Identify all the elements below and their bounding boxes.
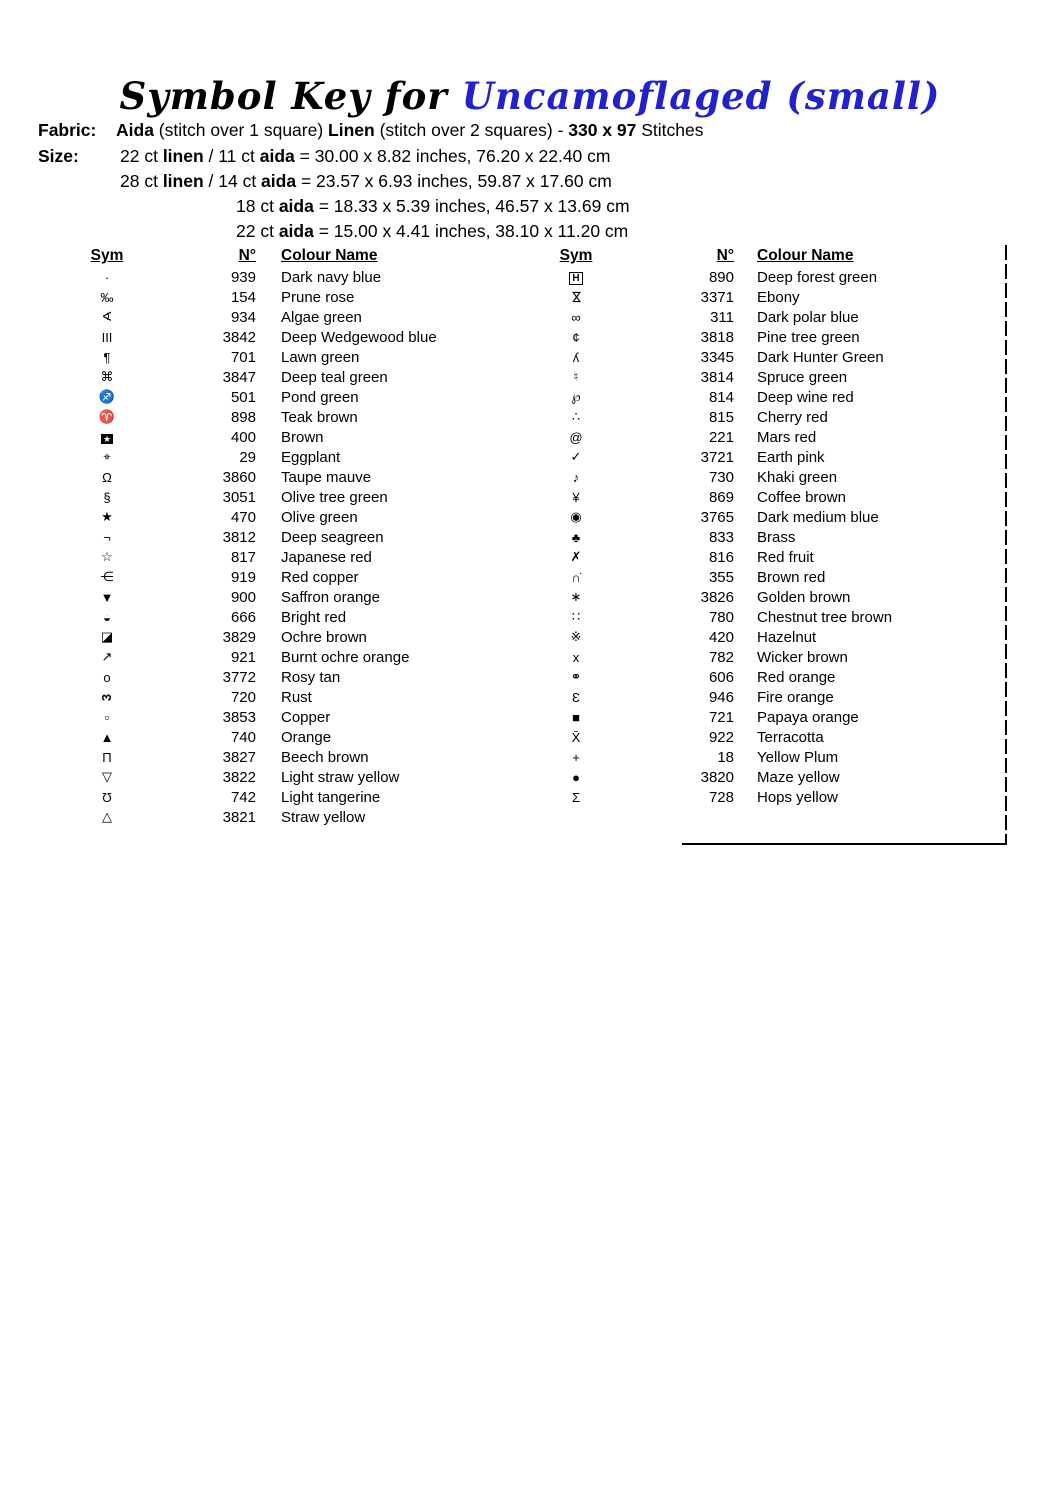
colour-name-cell: Red orange	[757, 668, 836, 686]
dmc-number-cell: 946	[708, 688, 734, 706]
colour-name-cell: Papaya orange	[757, 708, 859, 726]
table-row	[556, 447, 1008, 467]
dmc-number-cell: 890	[708, 268, 734, 286]
symbol-cell: ∢	[101, 309, 113, 324]
column-header-sym: Sym	[90, 247, 124, 264]
text-segment: 22 ct	[236, 221, 279, 241]
text-segment: aida	[278, 196, 314, 216]
text-segment: = 30.00 x 8.82 inches, 76.20 x 22.40 cm	[294, 146, 611, 166]
colour-name-cell: Teak brown	[281, 408, 358, 426]
dmc-number-cell: 3371	[700, 288, 734, 306]
table-body-left	[84, 267, 504, 827]
dmc-number-cell: 3812	[222, 528, 256, 546]
text-segment: = 23.57 x 6.93 inches, 59.87 x 17.60 cm	[296, 171, 612, 191]
colour-name-cell: Golden brown	[757, 588, 851, 606]
table-header-row	[556, 245, 1008, 267]
text-segment: 22 ct	[120, 146, 163, 166]
dmc-number-cell: 470	[230, 508, 256, 526]
symbol-cell: ◪	[100, 629, 114, 644]
table-row	[84, 627, 504, 647]
dmc-number-cell: 3822	[222, 768, 256, 786]
size-line	[120, 144, 630, 169]
table-row	[84, 667, 504, 687]
fabric-text	[116, 120, 704, 140]
table-row	[84, 487, 504, 507]
colour-name-cell: Olive tree green	[281, 488, 388, 506]
dmc-number-cell: 3051	[222, 488, 256, 506]
symbol-cell: ⌖	[103, 449, 111, 464]
colour-name-cell: Algae green	[281, 308, 362, 326]
dmc-number-cell: 3853	[222, 708, 256, 726]
symbol-table-right	[556, 245, 1008, 807]
table-row	[556, 307, 1008, 327]
table-row	[556, 647, 1008, 667]
table-row	[556, 267, 1008, 287]
dmc-number-cell: 780	[708, 608, 734, 626]
dmc-number-cell: 701	[230, 348, 256, 366]
text-segment: = 18.33 x 5.39 inches, 46.57 x 13.69 cm	[313, 196, 630, 216]
dmc-number-cell: 720	[230, 688, 256, 706]
dmc-number-cell: 3842	[222, 328, 256, 346]
symbol-cell: ‰	[100, 289, 114, 305]
symbol-cell: ♈	[98, 409, 116, 424]
dmc-number-cell: 3826	[700, 588, 734, 606]
page-title	[0, 74, 1060, 118]
dmc-number-cell: 400	[230, 428, 256, 446]
dmc-number-cell: 898	[230, 408, 256, 426]
symbol-cell: ▲	[100, 729, 114, 745]
table-row	[84, 567, 504, 587]
symbol-cell: ∞	[571, 309, 581, 325]
table-row	[556, 727, 1008, 747]
dmc-number-cell: 742	[230, 788, 256, 806]
dmc-number-cell: 782	[708, 648, 734, 666]
dmc-number-cell: 3827	[222, 748, 256, 766]
colour-name-cell: Fire orange	[757, 688, 834, 706]
dmc-number-cell: 311	[710, 308, 734, 326]
colour-name-cell: Hops yellow	[757, 788, 838, 806]
dmc-number-cell: 921	[230, 648, 256, 666]
table-row	[84, 387, 504, 407]
table-row	[84, 267, 504, 287]
symbol-cell: Σ	[571, 789, 581, 805]
text-segment: aida	[261, 171, 297, 191]
symbol-cell: ♣	[571, 529, 581, 545]
size-label: Size:	[38, 146, 79, 166]
colour-name-cell: Earth pink	[757, 448, 825, 466]
dmc-number-cell: 728	[708, 788, 734, 806]
symbol-cell: ∷	[571, 609, 581, 624]
symbol-cell: ♪	[572, 469, 580, 485]
symbol-cell: ▫	[104, 709, 110, 725]
table-row	[556, 487, 1008, 507]
column-header-sym: Sym	[559, 247, 593, 264]
table-row	[84, 347, 504, 367]
dmc-number-cell: 934	[230, 308, 256, 326]
table-row	[84, 287, 504, 307]
symbol-cell: x	[572, 649, 580, 665]
dmc-number-cell: 816	[708, 548, 734, 566]
table-row	[84, 407, 504, 427]
dmc-number-cell: 3829	[222, 628, 256, 646]
table-row	[84, 807, 504, 827]
dmc-number-cell: 501	[230, 388, 256, 406]
colour-name-cell: Deep forest green	[757, 268, 878, 286]
colour-name-cell: Maze yellow	[757, 768, 840, 786]
dmc-number-cell: 355	[708, 568, 734, 586]
colour-name-cell: Pine tree green	[757, 328, 860, 346]
table-row	[84, 707, 504, 727]
colour-name-cell: Khaki green	[757, 468, 838, 486]
symbol-cell: ⋲	[100, 569, 114, 584]
text-segment: (stitch over 2 squares) -	[374, 120, 569, 140]
symbol-cell: ¢	[572, 329, 580, 345]
colour-name-cell: Beech brown	[281, 748, 369, 766]
colour-name-cell: Deep Wedgewood blue	[281, 328, 437, 346]
symbol-cell: ✗	[570, 549, 582, 564]
table-row	[556, 607, 1008, 627]
colour-name-cell: Japanese red	[281, 548, 372, 566]
text-segment: Linen	[328, 120, 375, 140]
dmc-number-cell: 833	[708, 528, 734, 546]
fabric-line	[38, 118, 704, 143]
table-row	[556, 707, 1008, 727]
table-row	[556, 367, 1008, 387]
symbol-cell: Ɛ	[572, 689, 580, 705]
table-row	[556, 527, 1008, 547]
colour-name-cell: Dark polar blue	[757, 308, 859, 326]
dmc-number-cell: 721	[708, 708, 734, 726]
symbol-cell: ♐	[98, 389, 116, 404]
colour-name-cell: Light tangerine	[281, 788, 381, 806]
size-line	[120, 169, 630, 194]
table-header-row	[84, 245, 504, 267]
table-row	[556, 407, 1008, 427]
symbol-cell: ☆	[101, 549, 113, 564]
dmc-number-cell: 606	[708, 668, 734, 686]
colour-name-cell: Deep teal green	[281, 368, 388, 386]
dmc-number-cell: 18	[717, 748, 734, 766]
table-row	[84, 527, 504, 547]
colour-name-cell: Brown red	[757, 568, 826, 586]
table-row	[84, 787, 504, 807]
colour-name-cell: Rust	[281, 688, 312, 706]
symbol-cell: ¥	[572, 489, 580, 505]
symbol-cell: ■	[572, 709, 580, 725]
colour-name-cell: Burnt ochre orange	[281, 648, 410, 666]
column-header-number: N°	[716, 247, 734, 264]
dmc-number-cell: 919	[230, 568, 256, 586]
stitch-symbol: ⋈	[569, 290, 584, 304]
dmc-number-cell: 817	[230, 548, 256, 566]
dmc-number-cell: 3821	[222, 808, 256, 826]
dmc-number-cell: 900	[230, 588, 256, 606]
dmc-number-cell: 740	[230, 728, 256, 746]
colour-name-cell: Brass	[757, 528, 796, 546]
symbol-cell: §	[103, 489, 111, 505]
colour-name-cell: Prune rose	[281, 288, 355, 306]
dmc-number-cell: 29	[239, 448, 256, 466]
dmc-number-cell: 154	[230, 288, 256, 306]
table-row	[84, 547, 504, 567]
text-segment: linen	[162, 171, 204, 191]
colour-name-cell: Dark navy blue	[281, 268, 382, 286]
dmc-number-cell: 939	[230, 268, 256, 286]
dmc-number-cell: 3721	[700, 448, 734, 466]
symbol-cell	[84, 690, 130, 705]
dmc-number-cell: 420	[708, 628, 734, 646]
table-row	[84, 507, 504, 527]
symbol-cell: o	[103, 669, 111, 685]
table-row	[556, 327, 1008, 347]
stitch-symbol: 3	[99, 693, 115, 701]
table-row	[84, 687, 504, 707]
dmc-number-cell: 815	[708, 408, 734, 426]
column-header-colour-name: Colour Name	[757, 247, 854, 264]
colour-name-cell: Saffron orange	[281, 588, 380, 606]
symbol-key-tables	[0, 245, 1060, 865]
size-line	[120, 219, 630, 244]
text-segment: aida	[278, 221, 314, 241]
symbol-table-left	[84, 245, 504, 827]
colour-name-cell: Yellow Plum	[757, 748, 839, 766]
text-segment: 18 ct	[236, 196, 279, 216]
colour-name-cell: Mars red	[757, 428, 817, 446]
symbol-cell: ●	[572, 769, 580, 785]
text-segment: 330 x 97	[568, 120, 637, 140]
symbol-cell	[84, 430, 130, 445]
symbol-cell	[556, 269, 596, 286]
colour-name-cell: Ebony	[757, 288, 800, 306]
table-row	[84, 607, 504, 627]
title-script-prefix: Symbol Key for	[119, 74, 448, 118]
text-segment: 28 ct	[120, 171, 163, 191]
symbol-cell: X̄	[571, 729, 581, 745]
symbol-cell: ∴	[571, 409, 581, 424]
symbol-cell: ★	[101, 509, 113, 524]
colour-name-cell: Terracotta	[757, 728, 824, 746]
table-row	[556, 467, 1008, 487]
text-segment: = 15.00 x 4.41 inches, 38.10 x 11.20 cm	[313, 221, 629, 241]
symbol-cell: ▼	[100, 589, 114, 605]
symbol-cell: Π	[102, 749, 112, 765]
table-row	[84, 767, 504, 787]
dmc-number-cell: 666	[230, 608, 256, 626]
text-segment: / 11 ct	[203, 146, 260, 166]
table-row	[84, 587, 504, 607]
symbol-cell: +	[572, 749, 580, 765]
dmc-number-cell: 3820	[700, 768, 734, 786]
colour-name-cell: Pond green	[281, 388, 359, 406]
table-row	[556, 787, 1008, 807]
table-row	[556, 387, 1008, 407]
colour-name-cell: Wicker brown	[757, 648, 848, 666]
symbol-cell: Ω	[102, 469, 112, 485]
colour-name-cell: Dark medium blue	[757, 508, 879, 526]
symbol-cell: ℘	[571, 389, 581, 404]
table-row	[556, 547, 1008, 567]
symbol-cell: ♮	[573, 369, 579, 384]
symbol-cell: ·	[104, 269, 110, 285]
table-row	[84, 447, 504, 467]
colour-name-cell: Red copper	[281, 568, 359, 586]
table-row	[84, 747, 504, 767]
dmc-number-cell: 3345	[700, 348, 734, 366]
dmc-number-cell: 3814	[700, 368, 734, 386]
symbol-cell: ◒	[103, 609, 111, 625]
size-line	[120, 194, 630, 219]
colour-name-cell: Hazelnut	[757, 628, 817, 646]
colour-name-cell: Lawn green	[281, 348, 360, 366]
table-row	[84, 367, 504, 387]
table-row	[556, 587, 1008, 607]
colour-name-cell: Bright red	[281, 608, 347, 626]
colour-name-cell: Deep seagreen	[281, 528, 384, 546]
colour-name-cell: Olive green	[281, 508, 358, 526]
dmc-number-cell: 221	[708, 428, 734, 446]
colour-name-cell: Copper	[281, 708, 331, 726]
symbol-cell: ※	[570, 629, 582, 644]
colour-name-cell: Cherry red	[757, 408, 828, 426]
table-row	[556, 767, 1008, 787]
title-pattern-name: Uncamoflaged (small)	[461, 74, 941, 118]
colour-name-cell: Eggplant	[281, 448, 341, 466]
text-segment: aida	[259, 146, 295, 166]
dmc-number-cell: 3765	[700, 508, 734, 526]
table-row	[84, 307, 504, 327]
colour-name-cell: Brown	[281, 428, 324, 446]
symbol-cell: Ʊ	[102, 789, 112, 805]
dmc-number-cell: 730	[708, 468, 734, 486]
table-row	[556, 747, 1008, 767]
column-header-colour-name: Colour Name	[281, 247, 378, 264]
dmc-number-cell: 3772	[222, 668, 256, 686]
symbol-cell: ◉	[570, 509, 582, 524]
symbol-cell: ∩̇	[571, 569, 581, 585]
dmc-number-cell: 922	[708, 728, 734, 746]
colour-name-cell: Dark Hunter Green	[757, 348, 884, 366]
column-header-number: N°	[238, 247, 256, 264]
symbol-cell: ¬	[103, 529, 111, 545]
table-row	[556, 567, 1008, 587]
stitch-symbol: ★	[102, 433, 112, 444]
table-row	[84, 427, 504, 447]
symbol-cell: ✓	[570, 449, 582, 464]
table-right-border-line	[1005, 245, 1007, 845]
colour-name-cell: Ochre brown	[281, 628, 367, 646]
symbol-cell: ⚭	[570, 669, 582, 684]
symbol-cell	[556, 289, 596, 305]
dmc-number-cell: 3847	[222, 368, 256, 386]
symbol-cell: III	[101, 329, 113, 345]
symbol-cell: ▽	[102, 769, 112, 784]
colour-name-cell: Deep wine red	[757, 388, 854, 406]
colour-name-cell: Coffee brown	[757, 488, 846, 506]
table-row	[84, 327, 504, 347]
table-row	[556, 427, 1008, 447]
table-row	[84, 647, 504, 667]
dmc-number-cell: 869	[708, 488, 734, 506]
size-lines	[120, 144, 630, 244]
table-row	[556, 627, 1008, 647]
text-segment: / 14 ct	[203, 171, 262, 191]
text-segment: (stitch over 1 square)	[153, 120, 329, 140]
symbol-cell: ʎ	[572, 349, 580, 365]
fabric-label: Fabric:	[38, 120, 97, 140]
dmc-number-cell: 814	[708, 388, 734, 406]
table-row	[556, 507, 1008, 527]
colour-name-cell: Chestnut tree brown	[757, 608, 893, 626]
text-segment: Aida	[116, 120, 154, 140]
colour-name-cell: Red fruit	[757, 548, 814, 566]
symbol-cell: ⌘	[100, 369, 114, 384]
symbol-cell: @	[569, 429, 583, 445]
size-block	[38, 144, 630, 244]
text-segment: Stitches	[636, 120, 704, 140]
colour-name-cell: Straw yellow	[281, 808, 366, 826]
colour-name-cell: Light straw yellow	[281, 768, 400, 786]
stitch-symbol: H	[569, 272, 583, 286]
table-bottom-border-line	[682, 843, 1007, 845]
table-row	[84, 467, 504, 487]
dmc-number-cell: 3818	[700, 328, 734, 346]
symbol-cell: △	[102, 809, 112, 824]
colour-name-cell: Spruce green	[757, 368, 848, 386]
symbol-cell: ∗	[570, 589, 582, 604]
table-row	[556, 667, 1008, 687]
colour-name-cell: Taupe mauve	[281, 468, 372, 486]
colour-name-cell: Rosy tan	[281, 668, 341, 686]
symbol-cell: ↗	[101, 649, 113, 664]
table-row	[556, 347, 1008, 367]
table-row	[556, 687, 1008, 707]
text-segment: linen	[162, 146, 204, 166]
table-body-right	[556, 267, 1008, 807]
colour-name-cell: Orange	[281, 728, 332, 746]
table-row	[84, 727, 504, 747]
symbol-cell: ¶	[103, 349, 111, 365]
table-row	[556, 287, 1008, 307]
dmc-number-cell: 3860	[222, 468, 256, 486]
